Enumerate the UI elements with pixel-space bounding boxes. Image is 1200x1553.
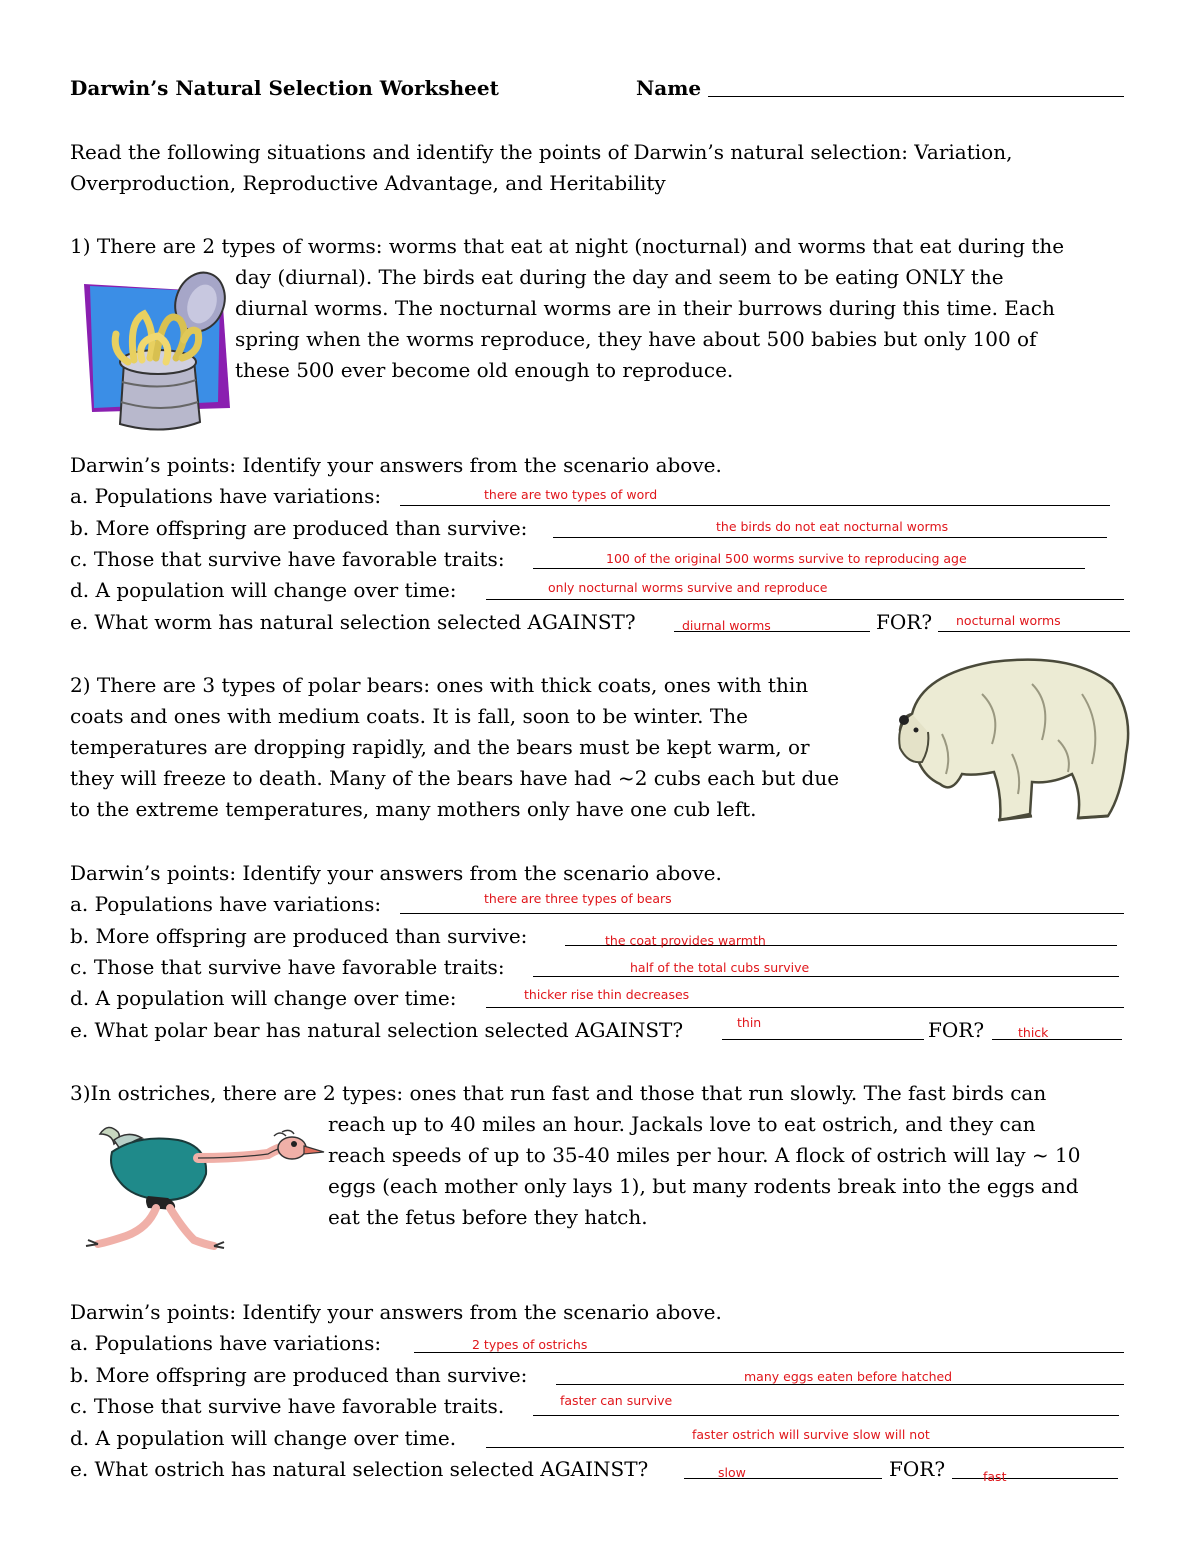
worksheet-title: Darwin’s Natural Selection Worksheet	[70, 76, 499, 100]
s1-answer-c: 100 of the original 500 worms survive to reproducing age	[606, 551, 967, 566]
ostrich-image	[78, 1118, 328, 1258]
s3-answer-a: 2 types of ostrichs	[472, 1337, 588, 1352]
s3-points-heading: Darwin’s points: Identify your answers from the scenario above.	[70, 1300, 722, 1324]
s3-q-d: d. A population will change over time.	[70, 1426, 457, 1450]
s2-answer-line-c[interactable]	[533, 976, 1119, 977]
s3-answer-against: slow	[718, 1465, 746, 1480]
s1-line-4: spring when the worms reproduce, they have about 500 babies but only 100 of	[235, 327, 1037, 351]
s1-points-heading: Darwin’s points: Identify your answers from the scenario above.	[70, 453, 722, 477]
s3-line-4: eggs (each mother only lays 1), but many rodents break into the eggs and	[328, 1174, 1079, 1198]
s1-answer-for: nocturnal worms	[956, 613, 1061, 628]
s1-line-3: diurnal worms. The nocturnal worms are in their burrows during this time. Each	[235, 296, 1055, 320]
s2-line-2: coats and ones with medium coats. It is fall, soon to be winter. The	[70, 704, 748, 728]
s2-answer-line-d[interactable]	[486, 1007, 1124, 1008]
s2-answer-d: thicker rise thin decreases	[524, 987, 690, 1002]
polar-bear-image	[882, 644, 1138, 830]
worms-can-image	[72, 262, 232, 434]
s3-line-5: eat the fetus before they hatch.	[328, 1205, 648, 1229]
s1-q-b: b. More offspring are produced than survive:	[70, 516, 528, 540]
s3-answer-for: fast	[983, 1469, 1007, 1484]
s1-q-a: a. Populations have variations:	[70, 484, 382, 508]
s2-answer-against: thin	[737, 1015, 762, 1030]
s2-answer-line-a[interactable]	[400, 913, 1124, 914]
s1-line-2: day (diurnal). The birds eat during the day and seem to be eating ONLY the	[235, 265, 1004, 289]
s3-answer-line-for[interactable]	[952, 1478, 1118, 1479]
s3-q-c: c. Those that survive have favorable traits.	[70, 1394, 505, 1418]
s3-answer-line-against[interactable]	[684, 1478, 882, 1479]
s2-answer-line-against[interactable]	[722, 1039, 924, 1040]
s2-answer-b: the coat provides warmth	[605, 933, 766, 948]
s1-answer-line-for[interactable]	[938, 631, 1130, 632]
s1-answer-line-c[interactable]	[533, 568, 1085, 569]
s1-answer-d: only nocturnal worms survive and reproduce	[548, 580, 828, 595]
s2-points-heading: Darwin’s points: Identify your answers from the scenario above.	[70, 861, 722, 885]
s3-q-e: e. What ostrich has natural selection selected AGAINST?	[70, 1457, 649, 1481]
s2-answer-line-for[interactable]	[992, 1039, 1122, 1040]
s2-line-5: to the extreme temperatures, many mothers only have one cub left.	[70, 797, 757, 821]
s3-answer-b: many eggs eaten before hatched	[744, 1369, 953, 1384]
s1-for-label: FOR?	[876, 610, 933, 634]
s3-for-label: FOR?	[889, 1457, 946, 1481]
s1-answer-b: the birds do not eat nocturnal worms	[716, 519, 949, 534]
s2-q-d: d. A population will change over time:	[70, 986, 457, 1010]
s2-q-e: e. What polar bear has natural selection selected AGAINST?	[70, 1018, 684, 1042]
s1-line-5: these 500 ever become old enough to reproduce.	[235, 358, 734, 382]
s3-answer-line-a[interactable]	[414, 1352, 1124, 1353]
s1-q-d: d. A population will change over time:	[70, 578, 457, 602]
s3-answer-c: faster can survive	[560, 1393, 673, 1408]
s3-line-1: 3)In ostriches, there are 2 types: ones that run fast and those that run slowly. The fast birds can	[70, 1081, 1047, 1105]
s2-q-c: c. Those that survive have favorable traits:	[70, 955, 505, 979]
s1-answer-against: diurnal worms	[682, 618, 771, 633]
intro-line-2: Overproduction, Reproductive Advantage, and Heritability	[70, 171, 666, 195]
s1-answer-line-a[interactable]	[400, 505, 1110, 506]
s1-q-e: e. What worm has natural selection selected AGAINST?	[70, 610, 636, 634]
s2-line-4: they will freeze to death. Many of the bears have had ~2 cubs each but due	[70, 766, 840, 790]
s1-answer-line-b[interactable]	[553, 537, 1107, 538]
s3-answer-line-b[interactable]	[556, 1384, 1124, 1385]
s2-q-a: a. Populations have variations:	[70, 892, 382, 916]
s1-answer-a: there are two types of word	[484, 487, 658, 502]
s2-line-3: temperatures are dropping rapidly, and the bears must be kept warm, or	[70, 735, 810, 759]
s2-answer-a: there are three types of bears	[484, 891, 672, 906]
s2-answer-c: half of the total cubs survive	[630, 960, 810, 975]
s3-q-b: b. More offspring are produced than survive:	[70, 1363, 528, 1387]
s3-answer-line-c[interactable]	[533, 1415, 1119, 1416]
s3-line-3: reach speeds of up to 35-40 miles per hour. A flock of ostrich will lay ~ 10	[328, 1143, 1081, 1167]
s3-answer-line-d[interactable]	[486, 1447, 1124, 1448]
s1-answer-line-d[interactable]	[486, 599, 1124, 600]
s1-line-1: 1) There are 2 types of worms: worms that eat at night (nocturnal) and worms that eat during the	[70, 234, 1065, 258]
s2-answer-for: thick	[1018, 1025, 1049, 1040]
s1-q-c: c. Those that survive have favorable traits:	[70, 547, 505, 571]
name-field-line[interactable]	[708, 96, 1124, 97]
s3-q-a: a. Populations have variations:	[70, 1331, 382, 1355]
s2-for-label: FOR?	[928, 1018, 985, 1042]
s2-q-b: b. More offspring are produced than survive:	[70, 924, 528, 948]
s3-answer-d: faster ostrich will survive slow will not	[692, 1427, 930, 1442]
s2-line-1: 2) There are 3 types of polar bears: ones with thick coats, ones with thin	[70, 673, 809, 697]
intro-line-1: Read the following situations and identify the points of Darwin’s natural selection: Variation,	[70, 140, 1013, 164]
name-label: Name	[636, 76, 702, 100]
s3-line-2: reach up to 40 miles an hour. Jackals love to eat ostrich, and they can	[328, 1112, 1036, 1136]
